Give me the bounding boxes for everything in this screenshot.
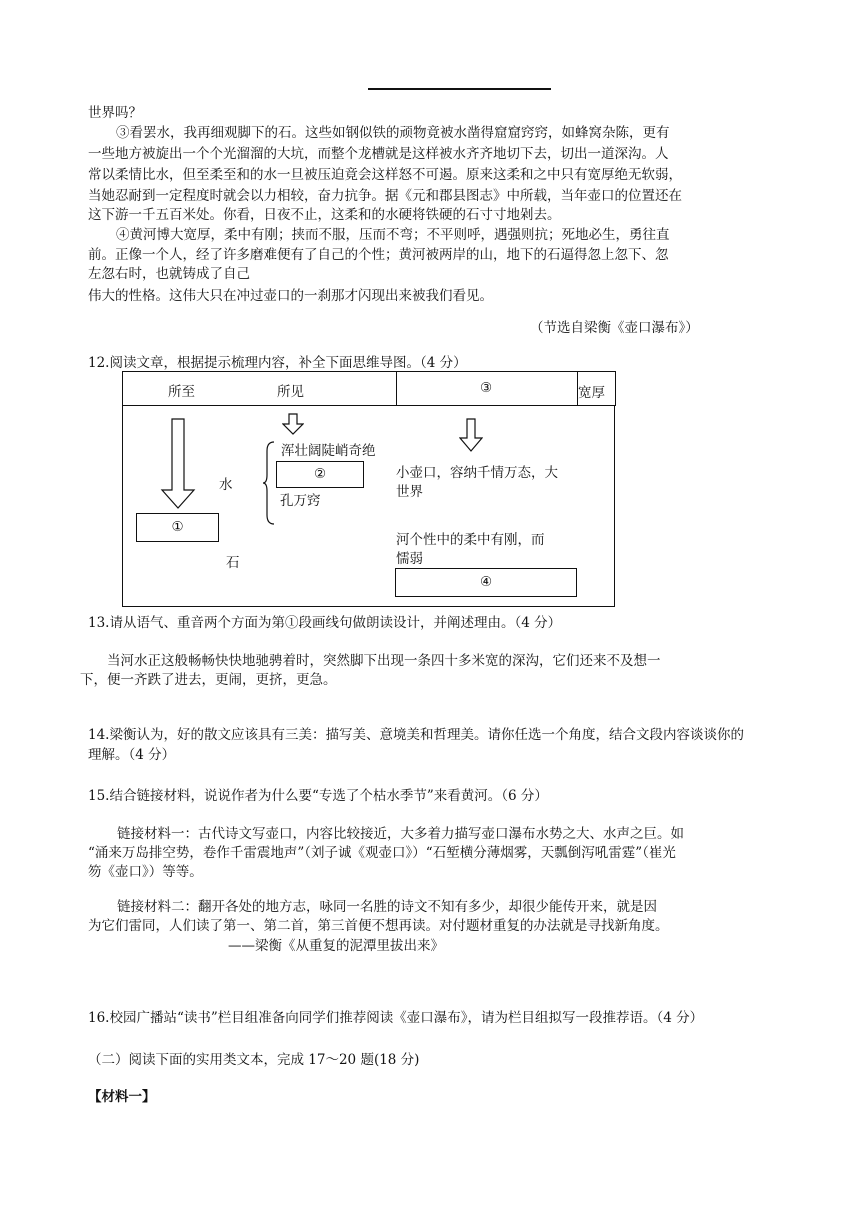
paragraph-4-line: 前。正像一个人，经了许多磨难便有了自己的个性；黄河被两岸的山，地下的石逼得忽上忽下、忽 <box>88 247 669 263</box>
down-arrow-icon <box>282 413 304 435</box>
question-14: 14.梁衡认为，好的散文应该具有三美：描写美、意境美和哲理美。请你任选一个角度，结合文段内容谈谈你的 <box>88 727 744 743</box>
paragraph-3-line: 一些地方被旋出一个个光溜溜的大坑，而整个龙槽就是这样被水齐齐地切下去，切出一道深沟。人 <box>88 146 669 162</box>
passage-line: 世界吗？ <box>88 105 142 121</box>
paragraph-3-line: ③看罢水，我再细观脚下的石。这些如钢似铁的顽物竟被水凿得窟窟窍窍，如蜂窝杂陈，更有 <box>116 125 670 141</box>
question-13-quote: 当河水正这般畅畅快快地驰骋着时，突然脚下出现一条四十多米宽的深沟，它们还来不及想一 <box>107 653 661 669</box>
paragraph-4-line: 左忽右时，也就铸成了自己 <box>88 266 250 282</box>
mindmap-text-small: 小壶口，容纳千情万态，大 <box>396 465 558 481</box>
blank-2-label: ② <box>313 466 327 482</box>
mindmap-blank-4 <box>395 568 577 597</box>
mindmap-blank-1 <box>136 513 219 542</box>
down-arrow-icon <box>459 418 483 452</box>
question-13: 13.请从语气、重音两个方面为第①段画线句做朗读设计，并阐述理由。（4 分） <box>88 615 562 631</box>
mindmap-bottom-border <box>122 606 615 607</box>
link-material-2: 为它们雷同，人们读了第一、第二首，第三首便不想再读。对付题材重复的办法就是寻找新角度。 <box>88 918 669 934</box>
paragraph-3-line: 常以柔情比水，但至柔至和的水一旦被压迫竟会这样怒不可遏。原来这柔和之中只有宽厚绝无软弱， <box>88 167 682 183</box>
mindmap-label-stone: 石 <box>226 555 240 571</box>
mindmap-text-kong: 孔万窍 <box>280 493 321 509</box>
mindmap-text-hongzhuang: 浑壮阔陡峭奇绝 <box>281 443 376 459</box>
link-material-2: 链接材料二：翻开各处的地方志，咏同一名胜的诗文不知有多少，却很少能传开来，就是因 <box>117 899 657 915</box>
link-material-1: 链接材料一：古代诗文写壶口，内容比较接近，大多着力描写壶口瀑布水势之大、水声之巨。如 <box>117 826 684 842</box>
mindmap-header-suojian: 所见 <box>277 384 304 400</box>
question-15: 15.结合链接材料，说说作者为什么要“专选了个枯水季节”来看黄河。（6 分） <box>88 788 548 804</box>
mindmap-blank-2 <box>276 461 364 488</box>
section-2-title: （二）阅读下面的实用类文本，完成 17～20 题(18 分) <box>88 1052 420 1068</box>
mindmap-left-border <box>122 406 123 606</box>
down-arrow-icon <box>160 418 196 510</box>
mindmap-text-river: 懦弱 <box>396 551 423 567</box>
mindmap-header-kuanhou: 宽厚 <box>578 385 605 401</box>
passage-source: （节选自梁衡《壶口瀑布》） <box>530 320 699 336</box>
link-material-1: “涌来万岛排空势，卷作千雷震地声”（刘子诚《观壶口》）“石堑横分薄烟雾，天瓢倒泻吼雷霆”（崔光 <box>88 845 676 861</box>
mindmap-divider <box>396 371 397 406</box>
mindmap-header-blank-3: ③ <box>480 380 493 396</box>
blank-1-label: ① <box>171 519 184 535</box>
paragraph-4-line: ④黄河博大宽厚，柔中有刚；挟而不服，压而不弯；不平则呼，遇强则抗；死地必生，勇往直 <box>116 227 670 243</box>
mindmap-label-water: 水 <box>219 477 233 493</box>
paragraph-4-line: 伟大的性格。这伟大只在冲过壶口的一刹那才闪现出来被我们看见。 <box>88 288 493 304</box>
header-rule <box>368 88 551 90</box>
mindmap-header-suozhi: 所至 <box>168 384 195 400</box>
mindmap-text-small: 世界 <box>396 484 423 500</box>
link-material-1: 笏《壶口》）等等。 <box>88 864 203 880</box>
mindmap-right-border <box>614 406 615 606</box>
paragraph-3-line: 当她忍耐到一定程度时就会以力相较，奋力抗争。据《元和郡县图志》中所载，当年壶口的位置还在 <box>88 188 682 204</box>
question-12: 12.阅读文章，根据提示梳理内容，补全下面思维导图。（4 分） <box>88 355 467 371</box>
material-1-heading: 【材料一】 <box>88 1089 156 1105</box>
question-14: 理解。（4 分） <box>88 747 176 763</box>
mindmap-text-river: 河个性中的柔中有刚，而 <box>396 532 545 548</box>
question-16: 16.校园广播站“读书”栏目组准备向同学们推荐阅读《壶口瀑布》，请为栏目组拟写一段推荐语。（4 分） <box>88 1010 704 1026</box>
brace-icon <box>262 441 276 525</box>
question-13-quote: 下，便一齐跌了进去，更闹，更挤，更急。 <box>80 672 337 688</box>
paragraph-3-line: 这下游一千五百米处。你看，日夜不止，这柔和的水硬将铁硬的石寸寸地剁去。 <box>88 207 561 223</box>
link-material-2-source: ——梁衡《从重复的泥潭里拔出来》 <box>228 938 444 954</box>
mindmap-header-box <box>122 371 616 406</box>
blank-4-label: ④ <box>479 574 493 590</box>
